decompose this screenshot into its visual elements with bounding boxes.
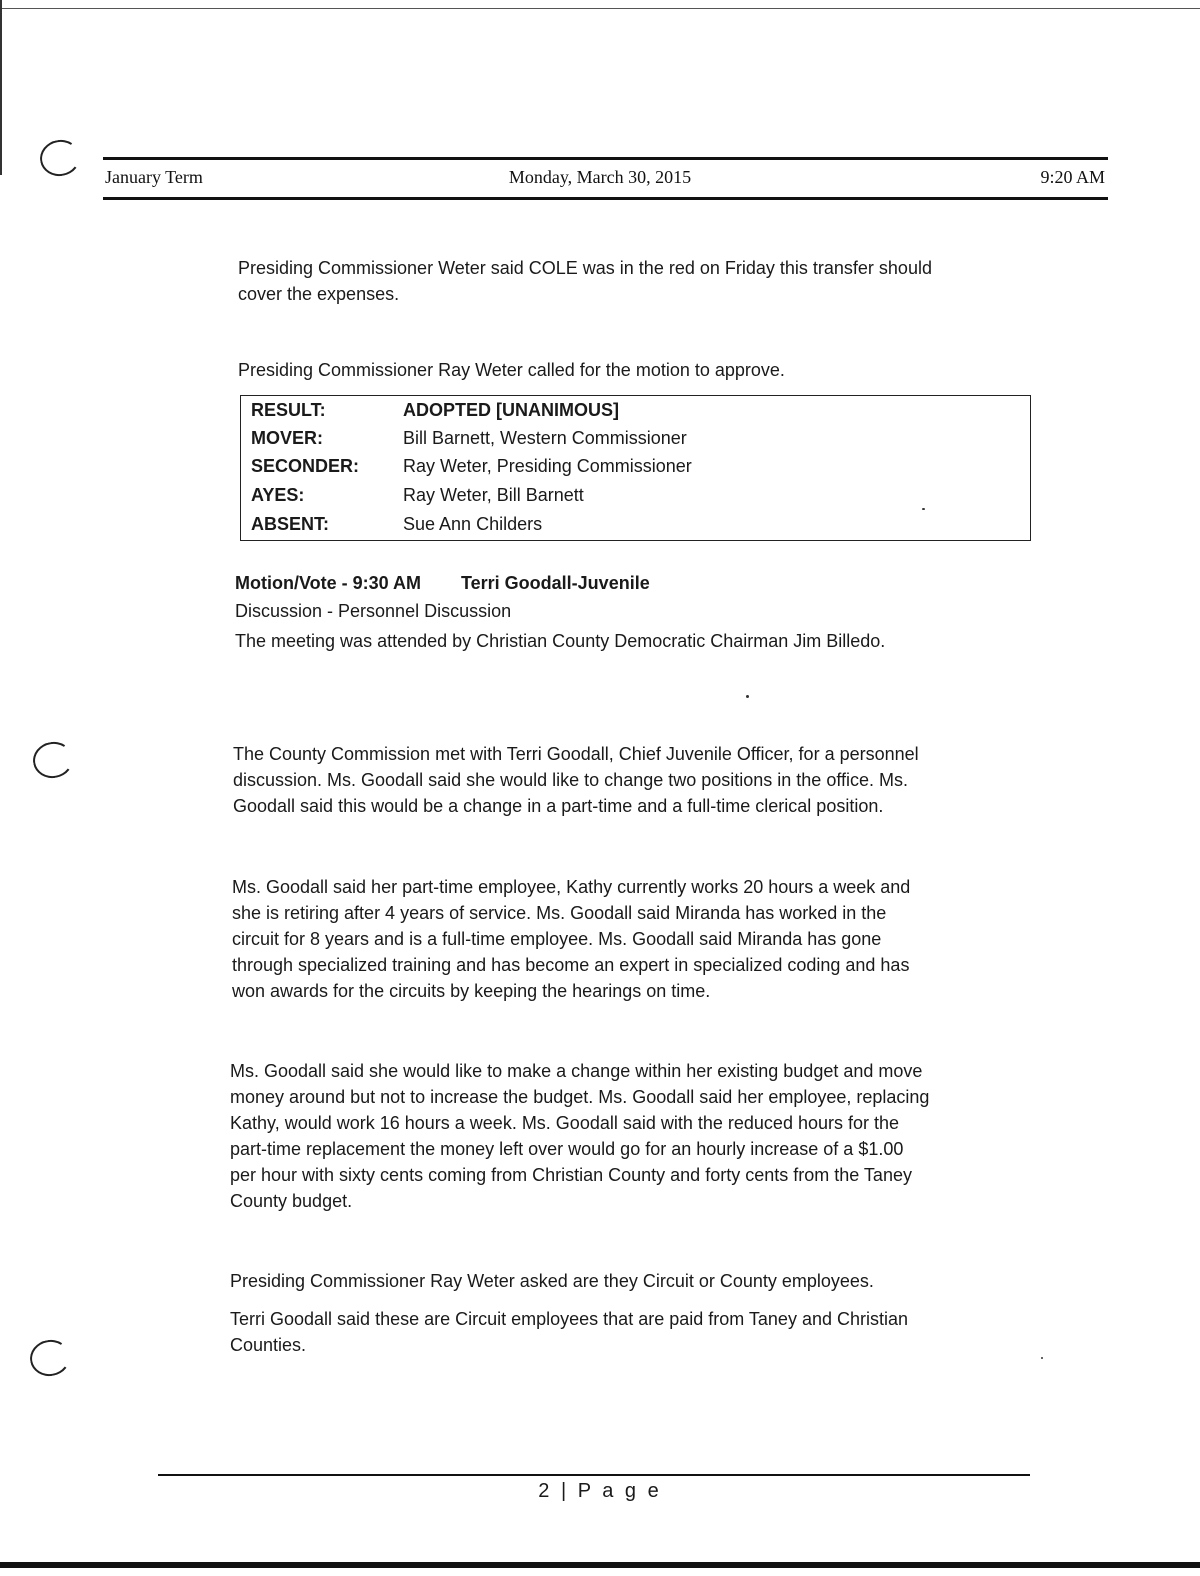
paragraph-cole	[238, 255, 932, 307]
scan-speck	[1041, 1357, 1043, 1359]
paragraph-line: Kathy, would work 16 hours a week. Ms. Goodall said with the reduced hours for the	[230, 1113, 900, 1133]
attendance-line: The meeting was attended by Christian County Democratic Chairman Jim Billedo.	[235, 631, 886, 651]
punch-hole-icon	[27, 1337, 73, 1379]
paragraph-line: County budget.	[230, 1191, 353, 1211]
paragraph-line: Ms. Goodall said her part-time employee, Kathy currently works 20 hours a week and	[232, 877, 911, 897]
paragraph-line: money around but not to increase the budget. Ms. Goodall said her employee, replacing	[230, 1087, 930, 1107]
paragraph-line: part-time replacement the money left over would go for an hourly increase of a $1.00	[230, 1139, 904, 1159]
paragraph-line: through specialized training and has become an expert in specialized coding and has	[232, 955, 910, 975]
motion-time: Motion/Vote - 9:30 AM	[235, 573, 421, 593]
paragraph-question: Presiding Commissioner Ray Weter asked are they Circuit or County employees.	[230, 1271, 874, 1291]
header-rule-bottom	[103, 197, 1108, 200]
paragraph-employees	[232, 874, 910, 1004]
paragraph-line: circuit for 8 years and is a full-time employee. Ms. Goodall said Miranda has gone	[232, 929, 882, 949]
paragraph-line: Presiding Commissioner Weter said COLE was in the red on Friday this transfer should	[238, 258, 932, 278]
vote-label: ABSENT:	[251, 514, 330, 534]
paragraph-personnel-discussion	[233, 741, 919, 819]
motion-subject: Terri Goodall-Juvenile	[461, 573, 650, 593]
vote-value: Ray Weter, Presiding Commissioner	[403, 456, 692, 476]
vote-label: AYES:	[251, 485, 305, 505]
paragraph-answer	[230, 1306, 908, 1358]
header-time: 9:20 AM	[1040, 167, 1105, 187]
punch-hole-icon	[30, 739, 76, 781]
header-date: Monday, March 30, 2015	[508, 167, 692, 187]
vote-label: MOVER:	[251, 428, 323, 448]
paragraph-motion-call: Presiding Commissioner Ray Weter called for the motion to approve.	[238, 360, 785, 380]
scan-speck	[746, 695, 749, 698]
page-number: 2 | P a g e	[538, 1480, 662, 1502]
vote-value: Ray Weter, Bill Barnett	[403, 485, 584, 505]
scan-border-top	[0, 8, 1200, 9]
paragraph-line: Terri Goodall said these are Circuit employees that are paid from Taney and Christian	[230, 1309, 909, 1329]
paragraph-budget	[230, 1058, 929, 1214]
header-term: January Term	[105, 167, 203, 187]
paragraph-line: The County Commission met with Terri Goodall, Chief Juvenile Officer, for a personnel	[233, 744, 919, 764]
paragraph-line: Counties.	[230, 1335, 307, 1355]
paragraph-line: cover the expenses.	[238, 284, 400, 304]
header-rule-top	[103, 157, 1108, 160]
vote-value: Bill Barnett, Western Commissioner	[403, 428, 687, 448]
vote-result-table	[240, 395, 1031, 541]
scan-border-bottom	[0, 1562, 1200, 1568]
paragraph-line: Goodall said this would be a change in a part-time and a full-time clerical position.	[233, 796, 884, 816]
vote-value: Sue Ann Childers	[403, 514, 543, 534]
discussion-line: Discussion - Personnel Discussion	[235, 601, 512, 621]
scan-speck	[922, 508, 925, 510]
scan-border-left	[0, 0, 2, 175]
paragraph-line: she is retiring after 4 years of service. Ms. Goodall said Miranda has worked in the	[232, 903, 887, 923]
paragraph-line: per hour with sixty cents coming from Christian County and forty cents from the Taney	[230, 1165, 912, 1185]
vote-label: SECONDER:	[251, 456, 360, 476]
vote-value: ADOPTED [UNANIMOUS]	[403, 400, 619, 420]
motion-heading	[235, 573, 650, 594]
paragraph-line: won awards for the circuits by keeping the hearings on time.	[232, 981, 711, 1001]
paragraph-line: Ms. Goodall said she would like to make a change within her existing budget and move	[230, 1061, 923, 1081]
paragraph-line: discussion. Ms. Goodall said she would like to change two positions in the office. Ms.	[233, 770, 909, 790]
vote-label: RESULT:	[251, 400, 326, 420]
footer-rule	[158, 1474, 1030, 1476]
